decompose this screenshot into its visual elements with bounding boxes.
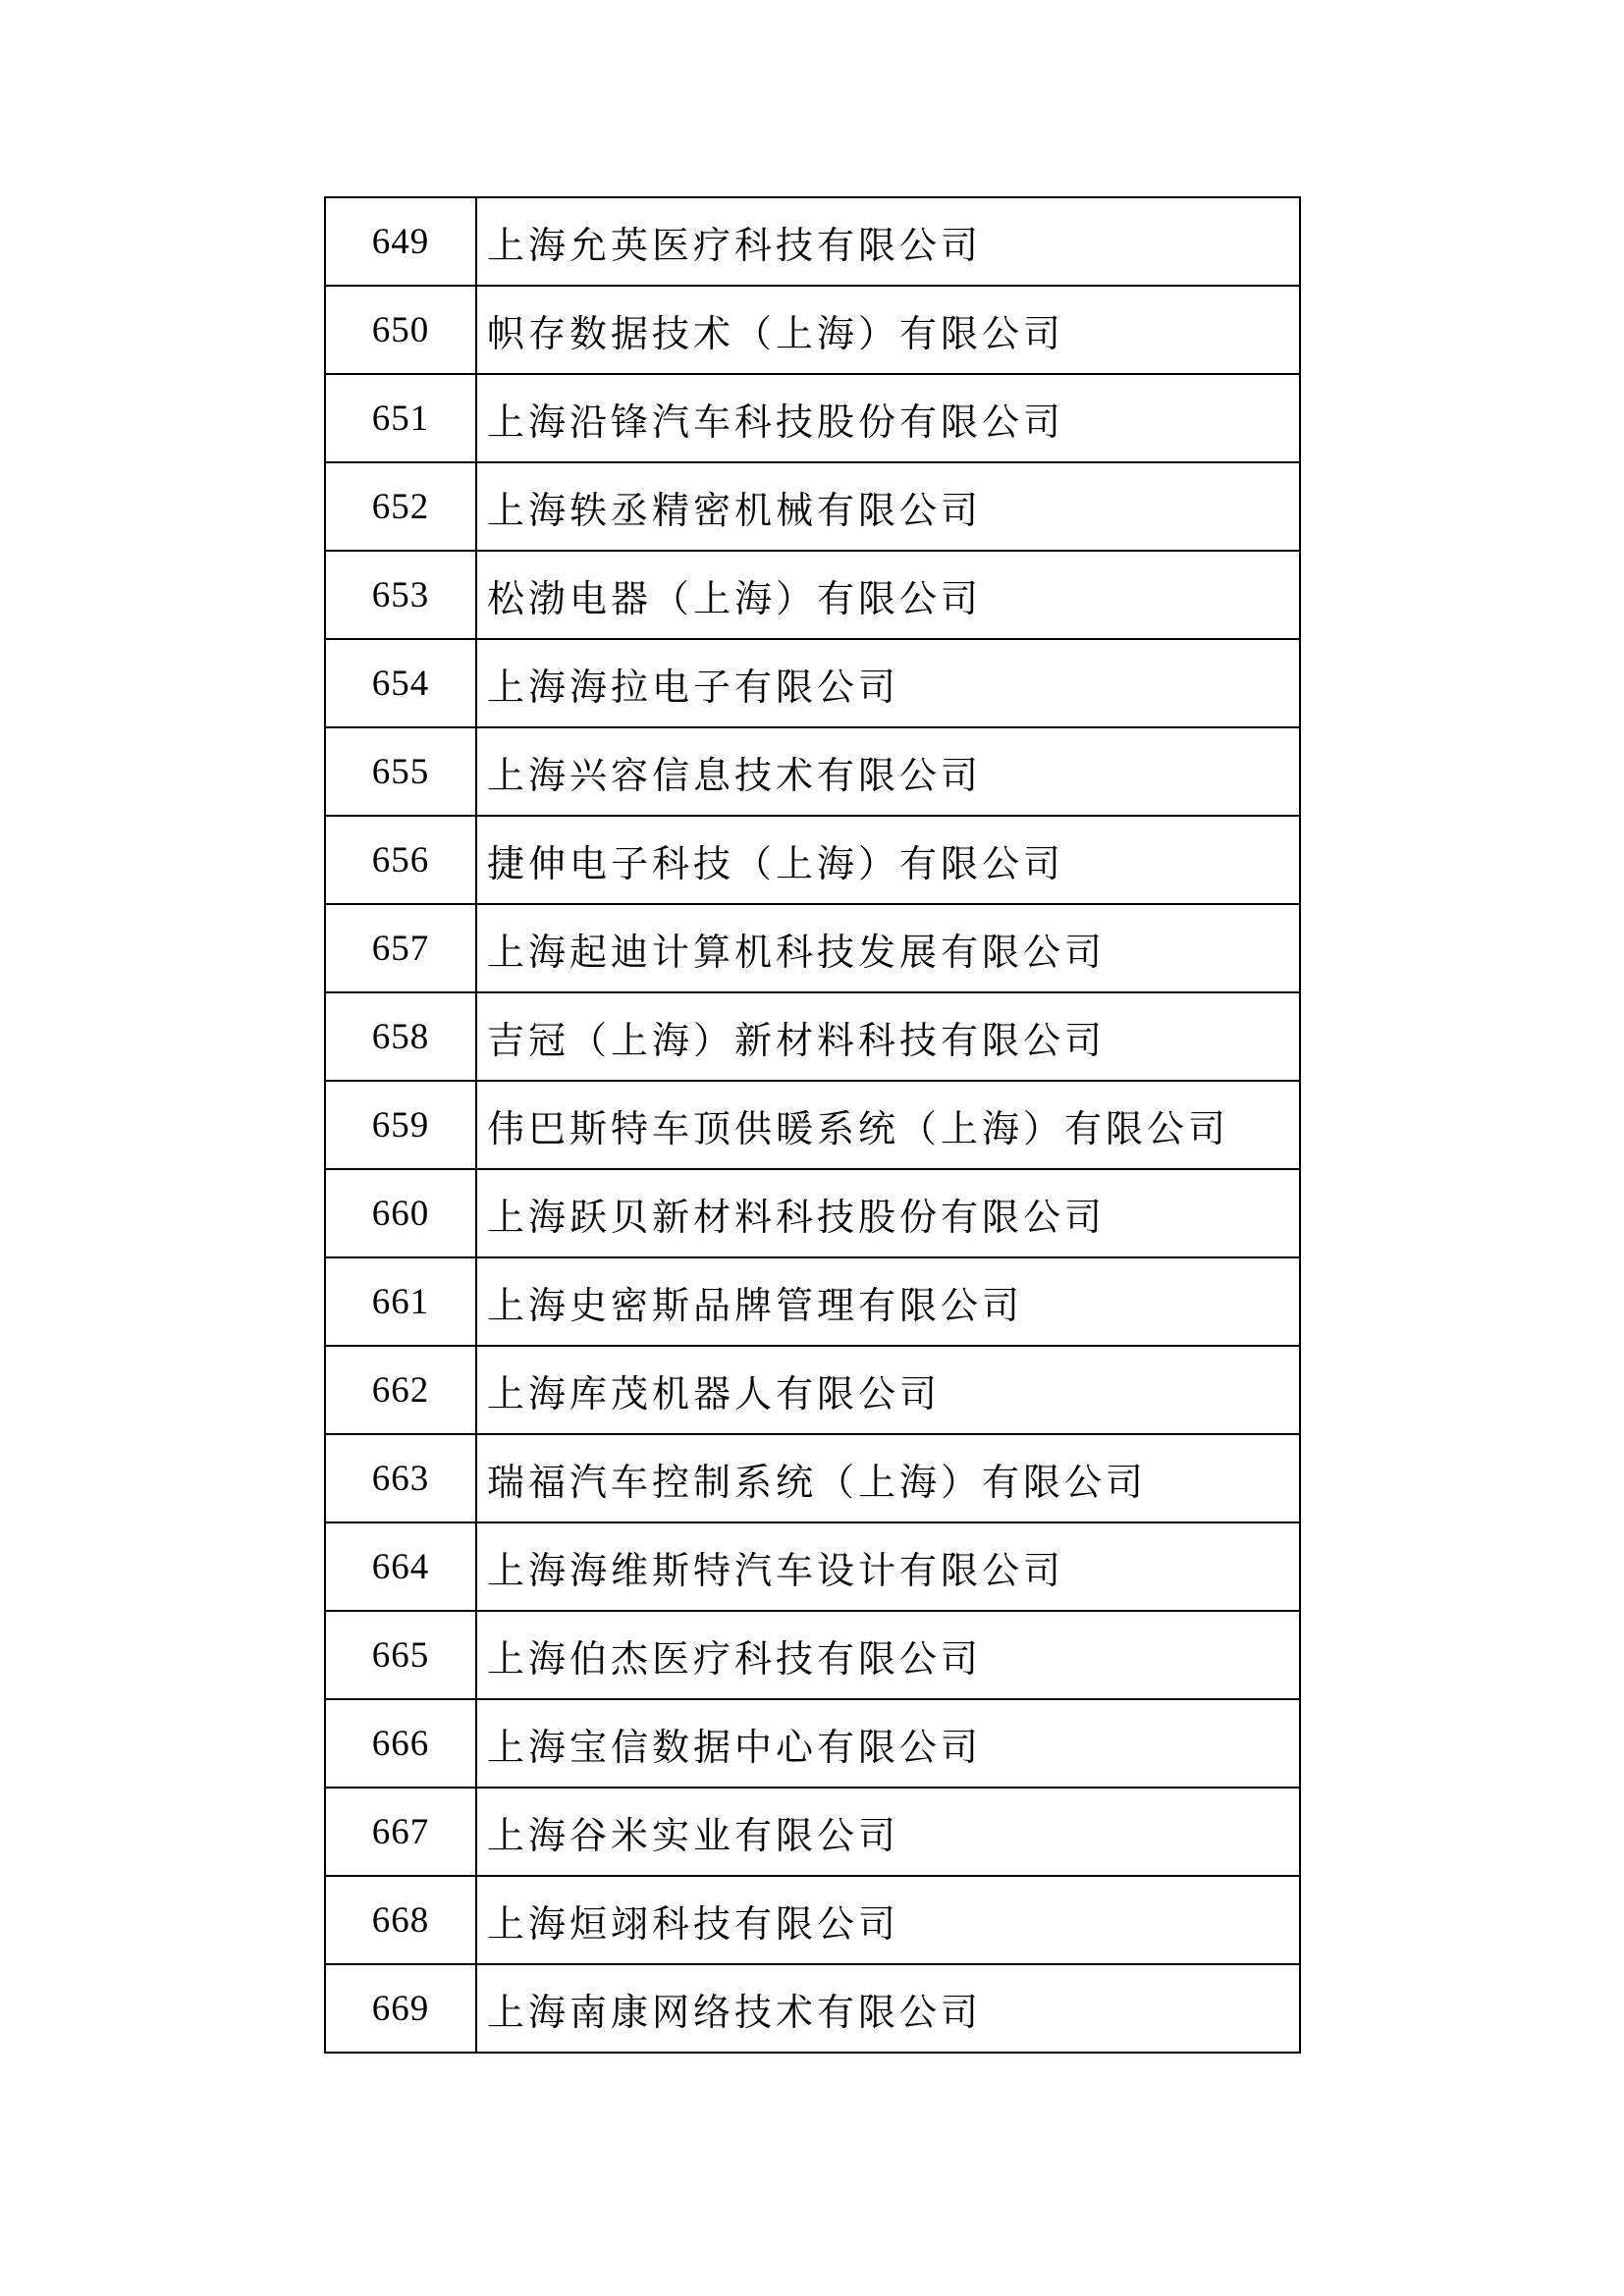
company-name-cell: 上海南康网络技术有限公司 — [476, 1964, 1300, 2053]
table-row — [325, 1611, 1300, 1699]
row-number-cell: 660 — [325, 1169, 476, 1257]
row-number-cell: 657 — [325, 904, 476, 992]
row-number-cell: 667 — [325, 1788, 476, 1876]
company-name-cell: 上海兴容信息技术有限公司 — [476, 727, 1300, 816]
row-number-cell: 656 — [325, 816, 476, 904]
table-row — [325, 1081, 1300, 1169]
table-row — [325, 1522, 1300, 1611]
table-row — [325, 992, 1300, 1081]
table-row — [325, 727, 1300, 816]
company-name-cell: 上海允英医疗科技有限公司 — [476, 197, 1300, 286]
row-number-cell: 663 — [325, 1434, 476, 1522]
table-row — [325, 1434, 1300, 1522]
table-row — [325, 639, 1300, 727]
company-list-body — [325, 197, 1300, 2053]
company-name-cell: 上海轶丞精密机械有限公司 — [476, 462, 1300, 551]
table-row — [325, 1346, 1300, 1434]
company-name-cell: 上海海拉电子有限公司 — [476, 639, 1300, 727]
table-row — [325, 816, 1300, 904]
company-name-cell: 捷伸电子科技（上海）有限公司 — [476, 816, 1300, 904]
table-row — [325, 1169, 1300, 1257]
table-row — [325, 286, 1300, 374]
table-row — [325, 1788, 1300, 1876]
company-name-cell: 上海宝信数据中心有限公司 — [476, 1699, 1300, 1788]
row-number-cell: 668 — [325, 1876, 476, 1964]
table-row — [325, 1257, 1300, 1346]
company-name-cell: 上海跃贝新材料科技股份有限公司 — [476, 1169, 1300, 1257]
company-name-cell: 上海伯杰医疗科技有限公司 — [476, 1611, 1300, 1699]
row-number-cell: 659 — [325, 1081, 476, 1169]
table-row — [325, 1876, 1300, 1964]
table-row — [325, 551, 1300, 639]
row-number-cell: 651 — [325, 374, 476, 462]
row-number-cell: 665 — [325, 1611, 476, 1699]
row-number-cell: 661 — [325, 1257, 476, 1346]
company-name-cell: 上海烜翊科技有限公司 — [476, 1876, 1300, 1964]
company-name-cell: 上海库茂机器人有限公司 — [476, 1346, 1300, 1434]
company-name-cell: 上海海维斯特汽车设计有限公司 — [476, 1522, 1300, 1611]
row-number-cell: 654 — [325, 639, 476, 727]
row-number-cell: 649 — [325, 197, 476, 286]
row-number-cell: 666 — [325, 1699, 476, 1788]
row-number-cell: 664 — [325, 1522, 476, 1611]
company-name-cell: 上海史密斯品牌管理有限公司 — [476, 1257, 1300, 1346]
row-number-cell: 653 — [325, 551, 476, 639]
company-list-table — [324, 196, 1301, 2054]
company-name-cell: 上海起迪计算机科技发展有限公司 — [476, 904, 1300, 992]
company-name-cell: 松渤电器（上海）有限公司 — [476, 551, 1300, 639]
row-number-cell: 669 — [325, 1964, 476, 2053]
table-row — [325, 197, 1300, 286]
table-row — [325, 374, 1300, 462]
row-number-cell: 655 — [325, 727, 476, 816]
row-number-cell: 658 — [325, 992, 476, 1081]
row-number-cell: 662 — [325, 1346, 476, 1434]
table-row — [325, 904, 1300, 992]
table-row — [325, 462, 1300, 551]
company-name-cell: 上海谷米实业有限公司 — [476, 1788, 1300, 1876]
row-number-cell: 652 — [325, 462, 476, 551]
company-name-cell: 帜存数据技术（上海）有限公司 — [476, 286, 1300, 374]
row-number-cell: 650 — [325, 286, 476, 374]
company-name-cell: 上海沿锋汽车科技股份有限公司 — [476, 374, 1300, 462]
table-row — [325, 1699, 1300, 1788]
company-name-cell: 瑞福汽车控制系统（上海）有限公司 — [476, 1434, 1300, 1522]
company-name-cell: 伟巴斯特车顶供暖系统（上海）有限公司 — [476, 1081, 1300, 1169]
table-row — [325, 1964, 1300, 2053]
company-name-cell: 吉冠（上海）新材料科技有限公司 — [476, 992, 1300, 1081]
